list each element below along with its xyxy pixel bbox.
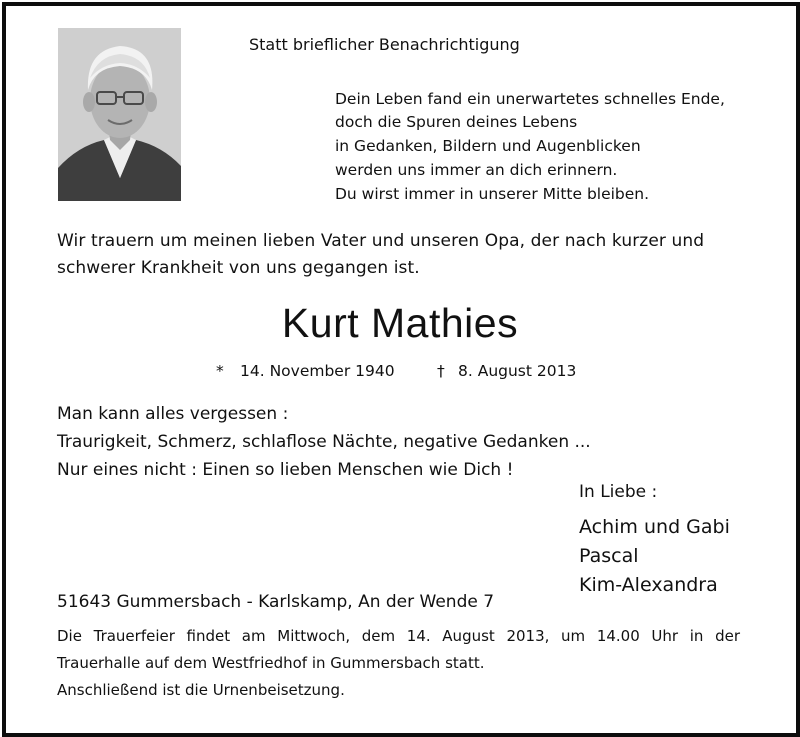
service-line: Trauerhalle auf dem Westfriedhof in Gummersbach statt. [57,654,485,672]
quote-line: Nur eines nicht : Einen so lieben Menschen wie Dich ! [57,460,514,480]
poem-line: werden uns immer an dich erinnern. [335,161,618,179]
family-name: Achim und Gabi [579,516,730,538]
portrait-photo [58,28,181,201]
birth-symbol: * [216,362,224,380]
birth-date: 14. November 1940 [240,362,395,380]
poem-line: Dein Leben fand ein unerwartetes schnelles Ende, [335,90,725,108]
intro-line: schwerer Krankheit von uns gegangen ist. [57,258,420,278]
deceased-name: Kurt Mathies [281,300,519,346]
death-symbol: † [437,362,445,380]
service-line: Die Trauerfeier findet am Mittwoch, dem 14. August 2013, um 14.00 Uhr in der [57,627,740,645]
death-date: 8. August 2013 [458,362,577,380]
family-name: Kim-Alexandra [579,574,718,596]
poem-line: Du wirst immer in unserer Mitte bleiben. [335,185,650,203]
family-name: Pascal [579,545,639,567]
quote-line: Traurigkeit, Schmerz, schlaflose Nächte, negative Gedanken ... [57,432,591,452]
quote-line: Man kann alles vergessen : [57,404,289,424]
family-address: 51643 Gummersbach - Karlskamp, An der Wende 7 [57,592,495,612]
intro-line: Wir trauern um meinen lieben Vater und unseren Opa, der nach kurzer und [57,231,705,251]
poem-line: doch die Spuren deines Lebens [335,113,578,131]
portrait-image [58,28,181,201]
poem-line: in Gedanken, Bildern und Augenblicken [335,137,641,155]
notice-header: Statt brieflicher Benachrichtigung [249,35,520,54]
family-intro: In Liebe : [579,482,658,502]
service-line: Anschließend ist die Urnenbeisetzung. [57,681,345,699]
